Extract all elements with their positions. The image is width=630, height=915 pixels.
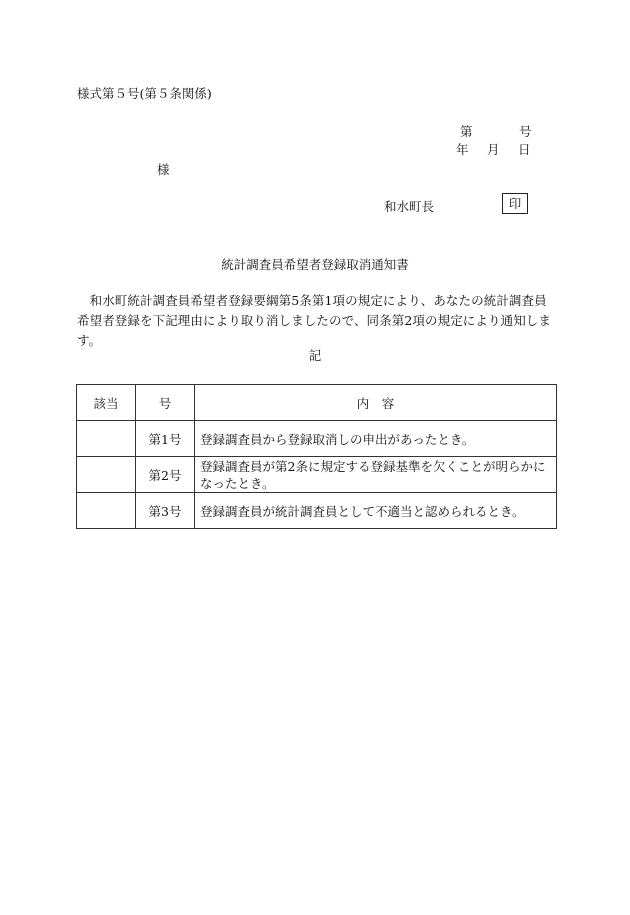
doc-number-prefix: 第 [460,124,473,139]
check-cell[interactable] [77,457,136,493]
table-header-row [77,385,557,421]
date-day: 日 [518,142,531,157]
recipient-suffix: 様 [157,162,170,177]
seal-box: 印 [502,193,528,214]
check-cell[interactable] [77,421,136,457]
table-row [77,493,557,529]
form-number: 様式第５号(第５条関係) [77,86,212,101]
header-content: 内 容 [195,385,557,421]
body-text-content: 和水町統計調査員希望者登録要綱第5条第1項の規定により、あなたの統計調査員希望者登録を下記理由により取り消しましたので、同条第2項の規定により通知します。 [77,293,552,348]
date-year: 年 [456,142,469,157]
content-cell: 登録調査員が第2条に規定する登録基準を欠くことが明らかになったとき。 [195,457,557,493]
reason-table [76,384,557,529]
check-cell[interactable] [77,493,136,529]
number-cell: 第1号 [136,421,195,457]
document-title: 統計調査員希望者登録取消通知書 [221,257,409,272]
sender-name: 和水町長 [384,199,435,214]
date-month: 月 [487,142,500,157]
body-text [77,291,555,351]
doc-number-suffix: 号 [519,124,532,139]
ki-heading: 記 [308,348,322,363]
number-cell: 第3号 [136,493,195,529]
header-number: 号 [136,385,195,421]
table-row [77,457,557,493]
table-row [77,421,557,457]
header-check: 該当 [77,385,136,421]
content-cell: 登録調査員が統計調査員として不適当と認められるとき。 [195,493,557,529]
content-cell: 登録調査員から登録取消しの申出があったとき。 [195,421,557,457]
number-cell: 第2号 [136,457,195,493]
